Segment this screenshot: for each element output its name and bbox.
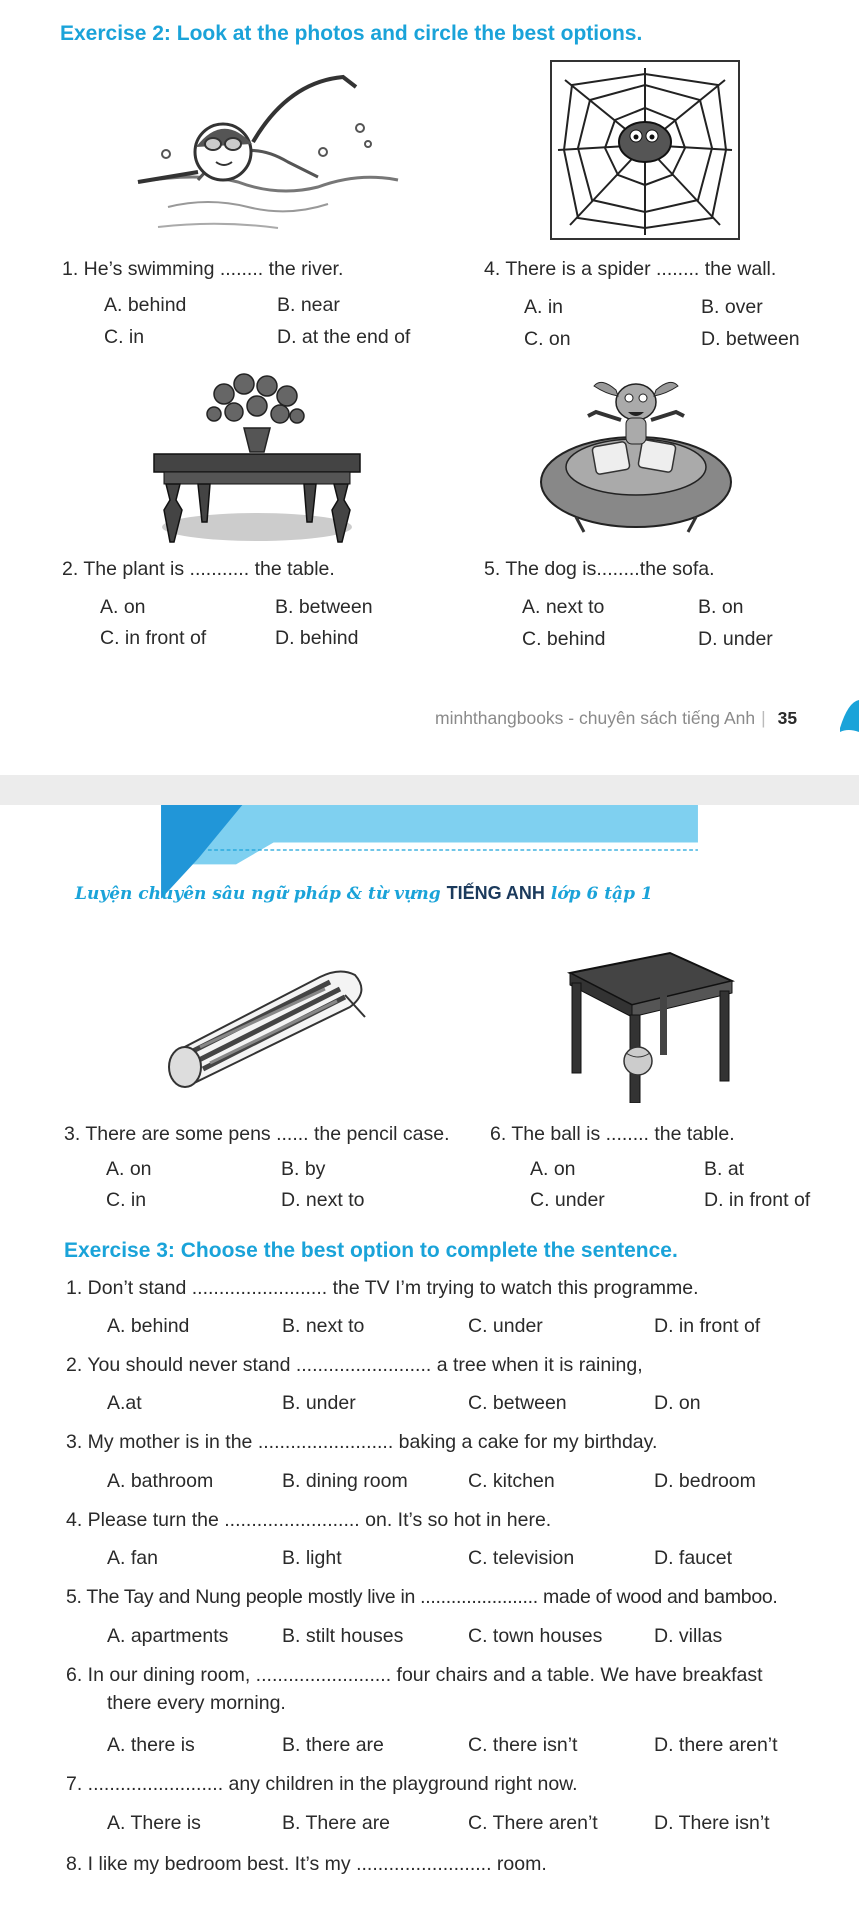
q2-option-d[interactable]: D. behind xyxy=(275,627,359,649)
ex3-q7-option-a[interactable]: A. There is xyxy=(107,1812,201,1834)
page-number: 35 xyxy=(777,708,798,728)
ex3-question-2: 2. You should never stand ......................... a tree when it is raining, xyxy=(66,1354,643,1376)
ex3-q2-option-c[interactable]: C. between xyxy=(468,1392,567,1414)
header-level: lớp 6 tập 1 xyxy=(550,884,653,904)
ex3-q6-option-d[interactable]: D. there aren’t xyxy=(654,1734,778,1756)
ex3-q6-option-c[interactable]: C. there isn’t xyxy=(468,1734,578,1756)
ex3-q7-option-c[interactable]: C. There aren’t xyxy=(468,1812,598,1834)
ex3-q1-option-b[interactable]: B. next to xyxy=(282,1315,365,1337)
q5-option-a[interactable]: A. next to xyxy=(522,596,605,618)
q3-option-d[interactable]: D. next to xyxy=(281,1189,365,1211)
q3-option-a[interactable]: A. on xyxy=(106,1158,152,1180)
page-footer xyxy=(435,708,797,729)
q3-option-b[interactable]: B. by xyxy=(281,1158,326,1180)
q2-option-b[interactable]: B. between xyxy=(275,596,373,618)
q5-option-c[interactable]: C. behind xyxy=(522,628,606,650)
q6-option-a[interactable]: A. on xyxy=(530,1158,576,1180)
question-1: 1. He’s swimming ........ the river. xyxy=(62,258,344,280)
page-35 xyxy=(0,0,859,775)
exercise-3-title: Exercise 3: Choose the best option to complete the sentence. xyxy=(64,1239,678,1262)
q4-option-b[interactable]: B. over xyxy=(701,296,763,318)
spider-web-illustration xyxy=(550,60,740,240)
q5-option-d[interactable]: D. under xyxy=(698,628,773,650)
ex3-question-1: 1. Don’t stand ......................... the TV I’m trying to watch this programme. xyxy=(66,1277,699,1299)
ex3-q1-option-d[interactable]: D. in front of xyxy=(654,1315,761,1337)
footer-publisher: minhthangbooks - chuyên sách tiếng Anh xyxy=(435,708,756,728)
q4-option-c[interactable]: C. on xyxy=(524,328,571,350)
book-header xyxy=(75,883,653,904)
q1-option-a[interactable]: A. behind xyxy=(104,294,187,316)
ex3-q4-option-d[interactable]: D. faucet xyxy=(654,1547,733,1569)
question-6: 6. The ball is ........ the table. xyxy=(490,1123,735,1145)
ex3-q3-option-c[interactable]: C. kitchen xyxy=(468,1470,555,1492)
dog-on-sofa-illustration xyxy=(536,372,736,542)
ex3-q1-option-c[interactable]: C. under xyxy=(468,1315,543,1337)
ex3-q3-option-a[interactable]: A. bathroom xyxy=(107,1470,214,1492)
question-4: 4. There is a spider ........ the wall. xyxy=(484,258,777,280)
q4-option-a[interactable]: A. in xyxy=(524,296,564,318)
ex3-q5-option-d[interactable]: D. villas xyxy=(654,1625,723,1647)
footer-separator: | xyxy=(761,708,766,728)
question-3: 3. There are some pens ...... the pencil case. xyxy=(64,1123,450,1145)
q6-option-d[interactable]: D. in front of xyxy=(704,1189,811,1211)
ex3-q5-option-b[interactable]: B. stilt houses xyxy=(282,1625,404,1647)
ex3-question-6: 6. In our dining room, ......................... four chairs and a table. We have breakfast xyxy=(66,1664,763,1686)
ex3-question-6-continued: there every morning. xyxy=(107,1692,286,1714)
ex3-q3-option-b[interactable]: B. dining room xyxy=(282,1470,408,1492)
question-5: 5. The dog is........the sofa. xyxy=(484,558,715,580)
pencil-case-illustration xyxy=(155,967,370,1092)
plant-on-table-illustration xyxy=(152,372,362,547)
ex3-q3-option-d[interactable]: D. bedroom xyxy=(654,1470,756,1492)
ex3-q6-option-b[interactable]: B. there are xyxy=(282,1734,384,1756)
ball-under-table-illustration xyxy=(560,943,735,1103)
ex3-q2-option-d[interactable]: D. on xyxy=(654,1392,701,1414)
q2-option-a[interactable]: A. on xyxy=(100,596,146,618)
ex3-q4-option-c[interactable]: C. television xyxy=(468,1547,575,1569)
q5-option-b[interactable]: B. on xyxy=(698,596,744,618)
q3-option-c[interactable]: C. in xyxy=(106,1189,147,1211)
ex3-q7-option-b[interactable]: B. There are xyxy=(282,1812,391,1834)
header-subject: TIẾNG ANH xyxy=(446,883,545,903)
ex3-q2-option-b[interactable]: B. under xyxy=(282,1392,356,1414)
page-36 xyxy=(0,805,859,1908)
q1-option-d[interactable]: D. at the end of xyxy=(277,326,411,348)
exercise-2-title: Exercise 2: Look at the photos and circle the best options. xyxy=(60,22,643,45)
ex3-question-5: 5. The Tay and Nung people mostly live in ....................... made of wood and bamboo. xyxy=(66,1586,778,1608)
swimmer-illustration xyxy=(128,62,428,242)
ex3-question-4: 4. Please turn the ......................... on. It’s so hot in here. xyxy=(66,1509,552,1531)
ex3-q1-option-a[interactable]: A. behind xyxy=(107,1315,190,1337)
ex3-question-8: 8. I like my bedroom best. It’s my ......................... room. xyxy=(66,1853,547,1875)
q2-option-c[interactable]: C. in front of xyxy=(100,627,207,649)
q1-option-c[interactable]: C. in xyxy=(104,326,145,348)
ex3-question-7: 7. ......................... any children in the playground right now. xyxy=(66,1773,578,1795)
ex3-question-3: 3. My mother is in the ......................... baking a cake for my birthday. xyxy=(66,1431,658,1453)
header-series: Luyện chuyên sâu ngữ pháp & từ vựng xyxy=(75,884,441,904)
book-logo-icon xyxy=(836,698,859,734)
q6-option-b[interactable]: B. at xyxy=(704,1158,745,1180)
ex3-q4-option-a[interactable]: A. fan xyxy=(107,1547,158,1569)
page-divider xyxy=(0,775,859,805)
ex3-q7-option-d[interactable]: D. There isn’t xyxy=(654,1812,770,1834)
q1-option-b[interactable]: B. near xyxy=(277,294,340,316)
question-2: 2. The plant is ........... the table. xyxy=(62,558,335,580)
q4-option-d[interactable]: D. between xyxy=(701,328,800,350)
ex3-q6-option-a[interactable]: A. there is xyxy=(107,1734,195,1756)
ex3-q5-option-a[interactable]: A. apartments xyxy=(107,1625,229,1647)
ex3-q4-option-b[interactable]: B. light xyxy=(282,1547,342,1569)
ex3-q2-option-a[interactable]: A.at xyxy=(107,1392,142,1414)
q6-option-c[interactable]: C. under xyxy=(530,1189,605,1211)
ex3-q5-option-c[interactable]: C. town houses xyxy=(468,1625,603,1647)
